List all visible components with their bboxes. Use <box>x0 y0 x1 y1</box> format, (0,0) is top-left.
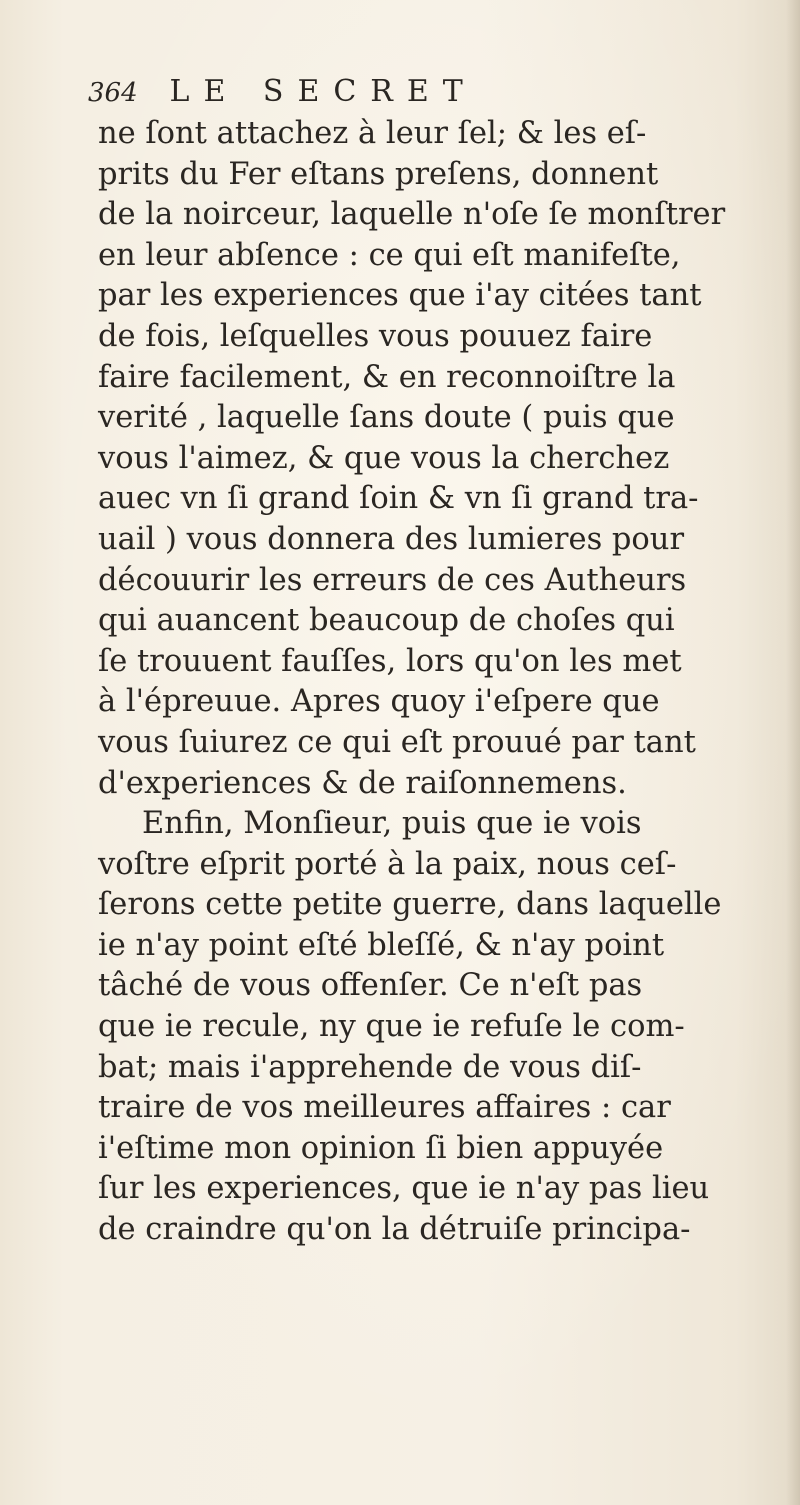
text-line: i'eſtime mon opinion ſi bien appuyée <box>98 1130 664 1166</box>
running-title: LE SECRET <box>169 74 477 109</box>
page-number: 364 <box>88 78 138 108</box>
text-line: prits du Fer eſtans preſens, donnent <box>98 156 659 192</box>
text-line: de la noirceur, laquelle n'oſe ſe monſtrer <box>98 197 726 233</box>
text-line: bat; mais i'apprehende de vous diſ- <box>98 1049 642 1085</box>
text-line: verité , laquelle ſans doute ( puis que <box>98 400 675 436</box>
page-header <box>88 72 708 120</box>
text-line: ie n'ay point eſté bleſſé, & n'ay point <box>98 927 665 963</box>
text-line: à l'épreuue. Apres quoy i'eſpere que <box>98 684 660 720</box>
text-line: ſur les experiences, que ie n'ay pas lieu <box>98 1171 710 1207</box>
text-line: découurir les erreurs de ces Autheurs <box>98 562 687 598</box>
text-line: tâché de vous offenſer. Ce n'eſt pas <box>98 968 643 1004</box>
text-line: ne ſont attachez à leur ſel; & les eſ- <box>98 116 647 151</box>
text-line: ſerons cette petite guerre, dans laquelle <box>98 887 722 923</box>
text-line: de craindre qu'on la détruiſe principa- <box>98 1212 691 1248</box>
text-line: faire facilement, & en reconnoiſtre la <box>98 359 676 395</box>
text-line: vous ſuiurez ce qui eſt prouué par tant <box>98 724 696 760</box>
text-line: auec vn ſi grand ſoin & vn ſi grand tra- <box>98 481 699 517</box>
page-edge-shadow <box>786 0 800 1505</box>
text-line: qui auancent beaucoup de choſes qui <box>98 603 675 639</box>
text-line: que ie recule, ny que ie refuſe le com- <box>98 1009 685 1045</box>
text-line: par les experiences que i'ay citées tant <box>98 278 702 314</box>
text-line: uail ) vous donnera des lumieres pour <box>98 521 685 557</box>
text-line: d'experiences & de raiſonnemens. <box>98 765 627 801</box>
text-line: ſe trouuent fauſſes, lors qu'on les met <box>98 643 682 679</box>
text-line: vous l'aimez, & que vous la cherchez <box>98 440 670 476</box>
text-line: traire de vos meilleures affaires : car <box>98 1090 671 1126</box>
text-line: de fois, leſquelles vous pouuez faire <box>98 318 653 354</box>
body-text <box>98 114 788 1251</box>
text-line: voſtre eſprit porté à la paix, nous ceſ- <box>98 846 677 882</box>
text-line: en leur abſence : ce qui eſt manifeſte, <box>98 237 681 273</box>
paragraph-start-line: Enfin, Monſieur, puis que ie vois <box>142 806 642 842</box>
